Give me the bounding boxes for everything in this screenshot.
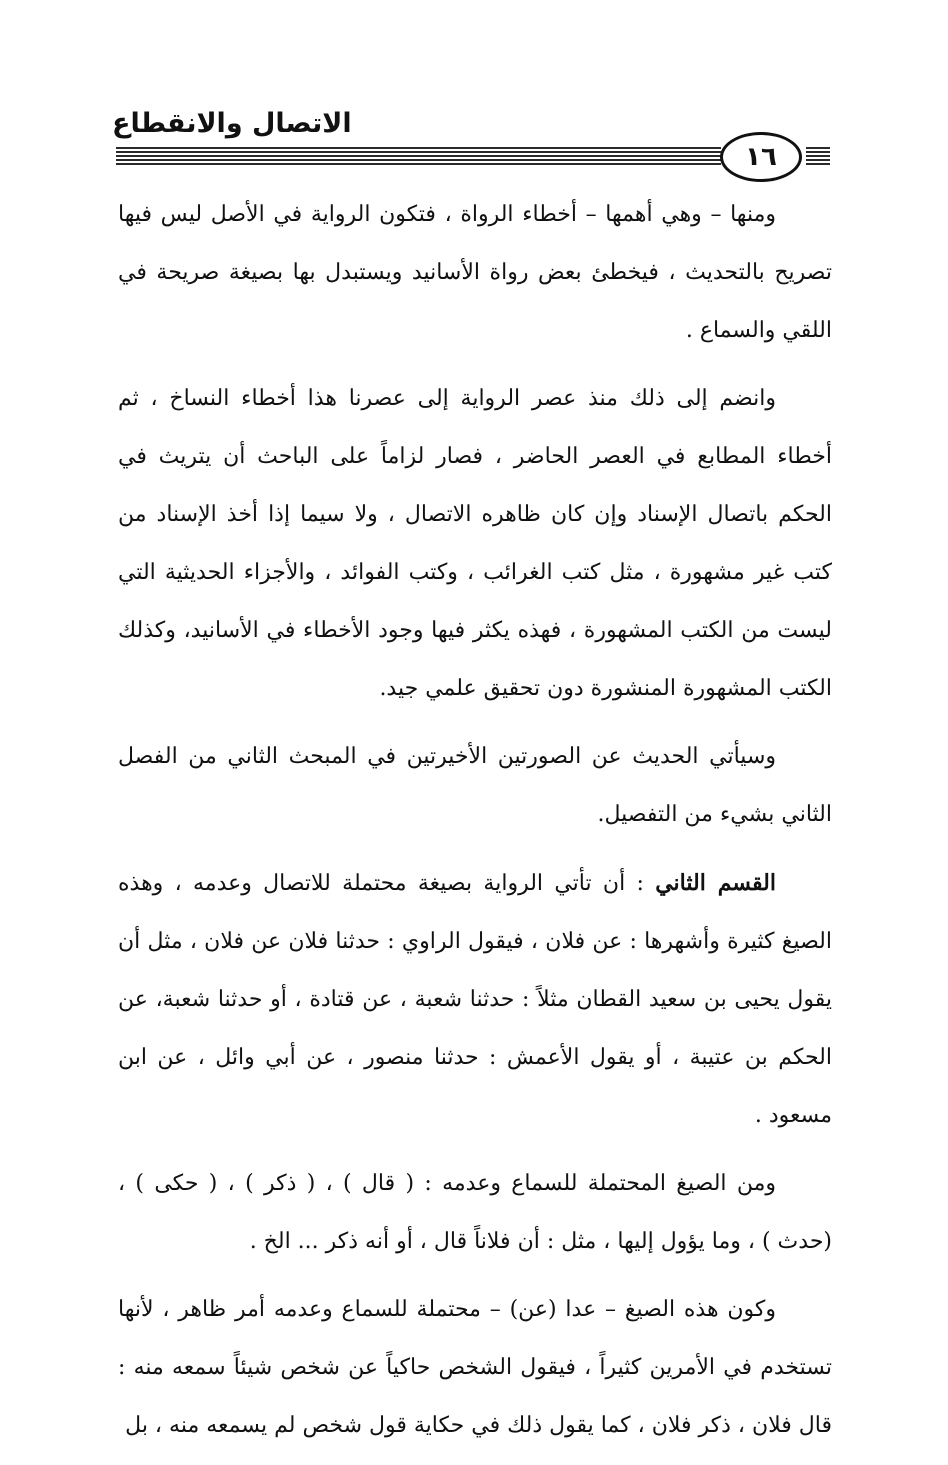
header-rule-end — [806, 147, 830, 167]
paragraph-2: وانضم إلى ذلك منذ عصر الرواية إلى عصرنا هذا أخطاء النساخ ، ثم أخطاء المطابع في العصر الحاضر ، فصار لزاماً على الباحث أن يتريث في الحكم باتصال الإسناد وإن كان ظاهره الاتصال ، ولا سيما إذا أخذ الإسناد من كتب غير مشهورة ، مثل كتب الغرائب ، وكتب الفوائد ، والأجزاء الحديثية التي ليست من الكتب المشهورة ، فهذه يكثر فيها وجود الأخطاء في الأسانيد، وكذلك الكتب المشهورة المنشورة دون تحقيق علمي جيد. — [118, 386, 832, 701]
section-heading: القسم الثاني — [655, 870, 776, 896]
page-number: ١٦ — [720, 132, 802, 182]
page-title: الاتصال والانقطاع — [112, 108, 352, 139]
paragraph-4-text: : أن تأتي الرواية بصيغة محتملة للاتصال وعدمه ، وهذه الصيغ كثيرة وأشهرها : عن فلان ، فيقول الراوي : حدثنا فلان عن فلان ، مثل أن يقول يحيى بن سعيد القطان مثلاً : حدثنا شعبة ، عن قتادة ، أو حدثنا شعبة، عن الحكم بن عتيبة ، أو يقول الأعمش : حدثنا منصور ، عن أبي وائل ، عن ابن مسعود . — [118, 871, 832, 1128]
header-rule — [116, 147, 721, 167]
body-text — [118, 186, 832, 1465]
paragraph-1: ومنها – وهي أهمها – أخطاء الرواة ، فتكون الرواية في الأصل ليس فيها تصريح بالتحديث ، فيخطئ بعض رواة الأسانيد ويستبدل بها بصيغة صريحة في اللقي والسماع . — [118, 202, 832, 343]
paragraph-6: وكون هذه الصيغ – عدا (عن) – محتملة للسماع وعدمه أمر ظاهر ، لأنها تستخدم في الأمرين كثيراً ، فيقول الشخص حاكياً عن شخص شيئاً سمعه منه : قال فلان ، ذكر فلان ، كما يقول ذلك في حكاية قول شخص لم يسمعه منه ، بل — [118, 1297, 832, 1438]
paragraph-5: ومن الصيغ المحتملة للسماع وعدمه : ( قال ) ، ( ذكر ) ، ( حكى ) ، (حدث ) ، وما يؤول إليها ، مثل : أن فلاناً قال ، أو أنه ذكر ... الخ . — [118, 1171, 832, 1254]
paragraph-4 — [118, 854, 832, 1145]
paragraph-3: وسيأتي الحديث عن الصورتين الأخيرتين في المبحث الثاني من الفصل الثاني بشيء من التفصيل. — [118, 744, 832, 827]
